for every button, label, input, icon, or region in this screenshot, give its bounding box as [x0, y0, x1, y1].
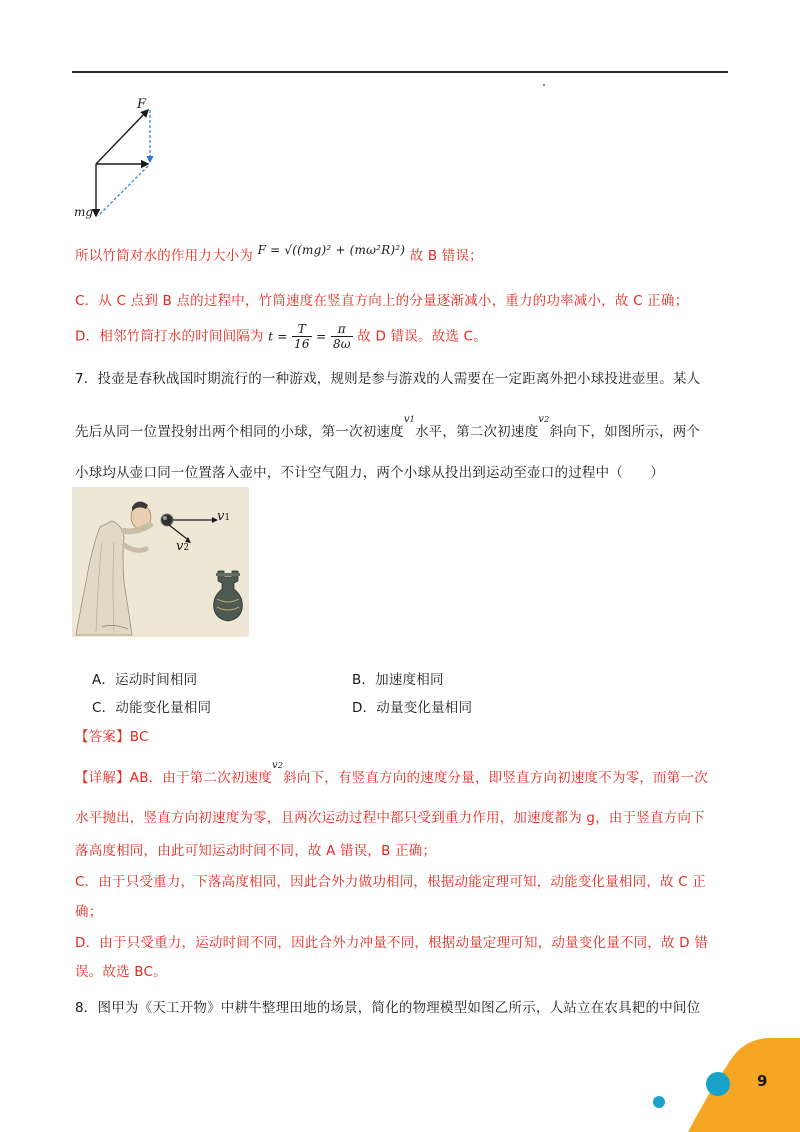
detail-line5: 确；	[75, 904, 103, 920]
detail-line6: D．由于只受重力，运动时间不同，因此合外力冲量不同，根据动量定理可知，动量变化量不同，故 D 错	[75, 935, 708, 951]
line-b-prefix: 所以竹筒对水的作用力大小为	[75, 248, 254, 264]
option-c: C．动能变化量相同	[92, 700, 212, 716]
vase	[214, 571, 243, 621]
ball	[161, 514, 173, 526]
detail-line1	[75, 760, 708, 786]
fraction-pi-over-8omega	[331, 322, 353, 351]
footer-decoration	[640, 1030, 800, 1132]
question7-line2	[75, 414, 701, 440]
option-b: B．加速度相同	[352, 672, 444, 688]
option-a: A．运动时间相同	[92, 672, 198, 688]
page-number: 9	[757, 1072, 768, 1090]
touhu-illustration	[72, 487, 249, 637]
question8-line1: 8．图甲为《天工开物》中耕牛整理田地的场景，简化的物理模型如图乙所示，人站立在农具耙的中间位	[75, 1000, 701, 1016]
fraction-t-over-16	[292, 322, 312, 351]
explanation-line-b	[75, 244, 483, 264]
question7-line3: 小球均从壶口同一位置落入壶中，不计空气阻力，两个小球从投出到运动至壶口的过程中（ ）	[75, 465, 665, 481]
detail-v2-symbol: v2	[272, 760, 284, 771]
question7-line2-b: 水平，第二次初速度	[414, 424, 539, 440]
header-dot	[543, 84, 545, 86]
formula-f-magnitude: F = √((mg)² + (mω²R)²)	[257, 243, 406, 257]
option-d: D．动量变化量相同	[352, 700, 473, 716]
formula-equals: =	[316, 329, 327, 344]
explanation-line-d	[75, 322, 487, 351]
v2-symbol: v2	[538, 414, 550, 425]
detail-line2: 水平抛出，竖直方向初速度为零，且两次运动过程中都只受到重力作用，加速度都为 g，由于竖直方向下	[75, 810, 705, 826]
question7-line2-c: 斜向下，如图所示，两个	[549, 424, 701, 440]
force-label-mg: mg	[74, 205, 94, 219]
detail-line7: 误。故选 BC。	[75, 964, 167, 980]
explanation-line-c: C．从 C 点到 B 点的过程中，竹筒速度在竖直方向上的分量逐渐减小，重力的功率减小，故 C 正确；	[75, 293, 689, 309]
fraction-1-denominator: 16	[294, 337, 310, 351]
figure-v1-label: v1	[217, 509, 231, 524]
fraction-2-numerator: π	[331, 322, 353, 337]
line-d-suffix: 故 D 错误。故选 C。	[357, 328, 487, 345]
detail-line4: C．由于只受重力，下落高度相同，因此合外力做功相同，根据动能定理可知，动能变化量相同，故 C 正	[75, 874, 707, 890]
orange-shape	[688, 1038, 800, 1132]
question7-line2-a: 先后从同一位置投射出两个相同的小球，第一次初速度	[75, 424, 404, 440]
formula-t: t =	[268, 329, 288, 344]
force-f-arrow	[96, 110, 148, 164]
teal-dot-large	[706, 1072, 730, 1096]
figure-robe	[76, 521, 132, 635]
force-label-f: F	[137, 97, 147, 112]
v1-symbol: v1	[403, 414, 415, 425]
detail-line1-b: 斜向下，有竖直方向的速度分量，即竖直方向初速度不为零，而第一次	[283, 770, 708, 786]
answer-label: 【答案】BC	[75, 729, 149, 745]
teal-dot-small	[653, 1096, 665, 1108]
fraction-1-numerator: T	[292, 322, 312, 337]
line-b-suffix: 故 B 错误；	[409, 248, 483, 264]
header-rule	[72, 71, 728, 73]
detail-line3: 落高度相同，由此可知运动时间不同，故 A 错误，B 正确；	[75, 843, 437, 859]
detail-line1-a: 【详解】AB．由于第二次初速度	[75, 770, 272, 786]
question7-line1: 7．投壶是春秋战国时期流行的一种游戏，规则是参与游戏的人需要在一定距离外把小球投进壶里。某人	[75, 371, 701, 387]
v2-arrow	[169, 525, 187, 539]
dashed-diagonal	[98, 166, 148, 216]
line-d-prefix: D．相邻竹筒打水的时间间隔为	[75, 328, 264, 345]
figure-v2-label: v2	[176, 539, 190, 554]
fraction-2-denominator: 8ω	[332, 337, 351, 351]
